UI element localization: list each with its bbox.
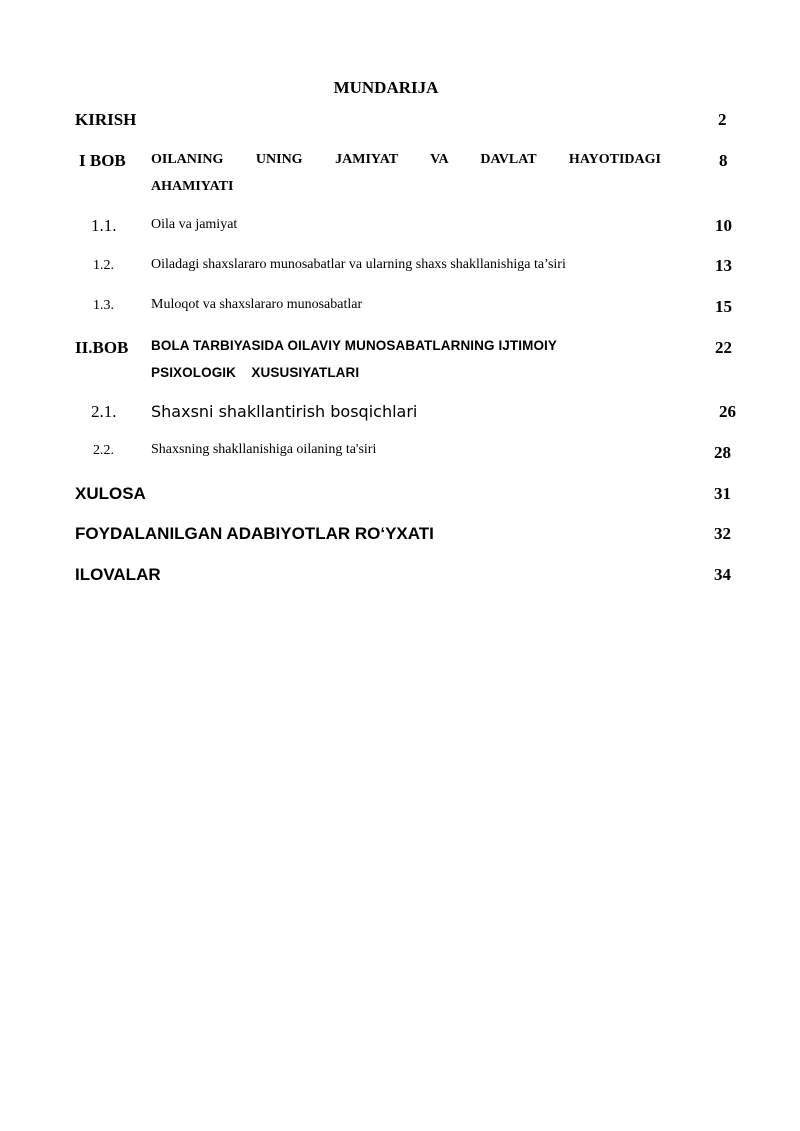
toc-entry-references-label: FOYDALANILGAN ADABIYOTLAR RO‘YXATI xyxy=(75,524,434,543)
toc-title: MUNDARIJA xyxy=(333,78,439,97)
chapter-2-title-line1: BOLA TARBIYASIDA OILAVIY MUNOSABATLARNING IJTIMOIY xyxy=(151,338,558,353)
toc-entry-appendix-page: 34 xyxy=(714,565,731,584)
chapter-1-title-line1: OILANING UNING JAMIYAT VA DAVLAT HAYOTIDAGI xyxy=(151,152,661,167)
section-2-2-title: Shaxsning shakllanishiga oilaning ta'siri xyxy=(151,442,377,457)
section-1-3-number: 1.3. xyxy=(93,298,114,313)
chapter-2-title-line2: PSIXOLOGIK XUSUSIYATLARI xyxy=(151,365,360,380)
toc-entry-conclusion-page: 31 xyxy=(714,484,731,503)
toc-entry-conclusion-label: XULOSA xyxy=(75,484,146,503)
section-2-2-number: 2.2. xyxy=(93,443,114,458)
section-2-2-page: 28 xyxy=(714,443,731,462)
toc-entry-intro-page: 2 xyxy=(718,110,727,129)
chapter-1-page: 8 xyxy=(719,151,728,170)
toc-entry-appendix-label: ILOVALAR xyxy=(75,565,161,584)
section-1-2-page: 13 xyxy=(715,256,732,275)
section-1-3-page: 15 xyxy=(715,297,732,316)
chapter-2-title xyxy=(151,332,671,386)
section-2-1-page: 26 xyxy=(719,402,736,421)
toc-entry-intro-label: KIRISH xyxy=(75,110,137,129)
section-1-3-title: Muloqot va shaxslararo munosabatlar xyxy=(151,297,363,312)
chapter-1-number: I BOB xyxy=(79,151,126,170)
chapter-1-title-line2: AHAMIYATI xyxy=(151,179,234,194)
section-1-1-page: 10 xyxy=(715,216,732,235)
section-2-1-title: Shaxsni shakllantirish bosqichlari xyxy=(151,402,418,421)
chapter-2-number: II.BOB xyxy=(75,338,129,357)
chapter-2-page: 22 xyxy=(715,338,732,357)
section-2-1-number: 2.1. xyxy=(91,402,117,421)
section-1-1-title: Oila va jamiyat xyxy=(151,217,238,232)
section-1-1-number: 1.1. xyxy=(91,216,117,235)
toc-entry-references-page: 32 xyxy=(714,524,731,543)
section-1-2-number: 1.2. xyxy=(93,258,114,273)
section-1-2-title: Oiladagi shaxslararo munosabatlar va ularning shaxs shakllanishiga ta’siri xyxy=(151,257,566,272)
chapter-1-title xyxy=(151,146,661,200)
